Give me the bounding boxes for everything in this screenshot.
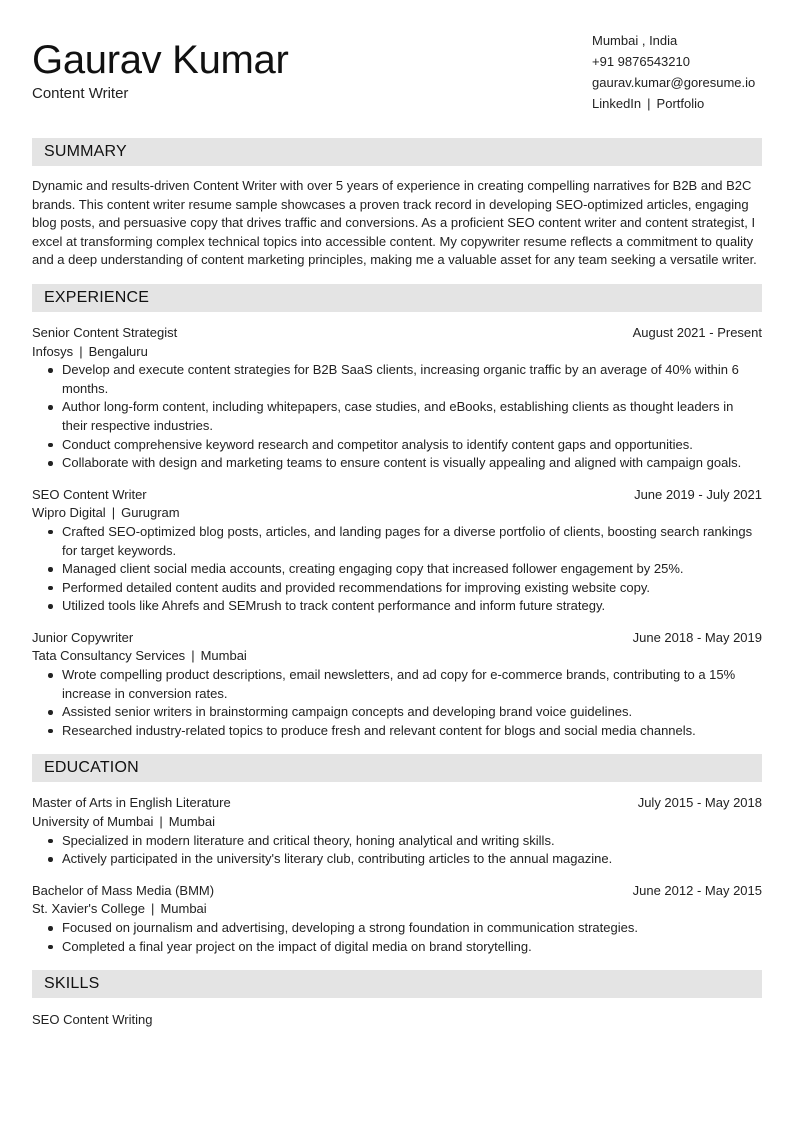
degree: Master of Arts in English Literature — [32, 795, 231, 811]
school-name: University of Mumbai — [32, 814, 154, 830]
job-dates: August 2021 - Present — [632, 324, 762, 340]
bullet-item: Specialized in modern literature and critical theory, honing analytical and writing skills. — [62, 832, 762, 851]
job-company — [32, 343, 762, 362]
candidate-name: Gaurav Kumar — [32, 38, 289, 82]
experience-entry — [32, 629, 762, 741]
school-separator: | — [159, 814, 163, 830]
school-line — [32, 813, 762, 832]
entry-header — [32, 629, 762, 648]
bullet-item: Completed a final year project on the impact of digital media on brand storytelling. — [62, 938, 762, 957]
company-name: Infosys — [32, 343, 74, 359]
experience-entry — [32, 324, 762, 473]
company-separator: | — [111, 505, 116, 521]
entry-header — [32, 882, 762, 901]
bullet-item: Assisted senior writers in brainstorming campaign concepts and developing brand voice guidelines. — [62, 703, 762, 722]
job-company — [32, 504, 762, 523]
job-company — [32, 647, 762, 666]
entry-header — [32, 486, 762, 505]
linkedin-link[interactable]: LinkedIn — [592, 96, 642, 111]
bullet-item: Researched industry-related topics to produce fresh and relevant content for blogs and social media channels. — [62, 722, 762, 741]
company-location: Bengaluru — [88, 343, 148, 359]
education-entry — [32, 794, 762, 868]
school-separator: | — [151, 901, 155, 917]
phone: +91 9876543210 — [592, 54, 690, 69]
job-bullets — [32, 523, 762, 616]
summary-text: Dynamic and results-driven Content Writer with over 5 years of experience in creating compelling narratives for B2B and B2C brands. This content writer resume sample showcases a proven track record in developing SEO-optimized articles, engaging blog posts, and persuasive copy that drives traffic and conversions. As a proficient SEO content writer and content strategist, I excel at transforming complex technical topics into accessible content. My copywriter resume reflects a commitment to quality and a deep understanding of content marketing principles, making me a valuable asset for any team seeking a versatile writer. — [32, 178, 757, 268]
location: Mumbai , India — [592, 33, 678, 48]
company-name: Tata Consultancy Services — [32, 648, 186, 664]
profile-links — [592, 93, 792, 114]
job-position: Junior Copywriter — [32, 629, 134, 645]
bullet-item: Crafted SEO-optimized blog posts, articles, and landing pages for a diverse portfolio of clients, boosting search rankings for target keywords. — [62, 523, 762, 560]
job-bullets — [32, 361, 762, 473]
entry-header — [32, 794, 762, 813]
job-dates: June 2018 - May 2019 — [632, 629, 762, 645]
bullet-item: Develop and execute content strategies for B2B SaaS clients, increasing organic traffic by an average of 40% within 6 months. — [62, 361, 762, 398]
education-bullets — [32, 832, 762, 869]
contact-info — [592, 30, 792, 114]
skills-text: SEO Content Writing — [32, 1012, 153, 1028]
email-link[interactable]: gaurav.kumar@goresume.io — [592, 75, 756, 90]
resume-page — [32, 0, 762, 1030]
experience-heading: EXPERIENCE — [32, 284, 762, 312]
degree: Bachelor of Mass Media (BMM) — [32, 882, 215, 898]
education-dates: July 2015 - May 2018 — [637, 795, 762, 811]
company-location: Mumbai — [200, 648, 247, 664]
bullet-item: Utilized tools like Ahrefs and SEMrush to track content performance and inform future strategy. — [62, 597, 762, 616]
company-location: Gurugram — [121, 505, 180, 521]
company-separator: | — [79, 343, 83, 359]
bullet-item: Conduct comprehensive keyword research and competitor analysis to identify content gaps and opportunities. — [62, 436, 762, 455]
education-dates: June 2012 - May 2015 — [632, 882, 762, 898]
candidate-role: Content Writer — [32, 85, 129, 102]
bullet-item: Collaborate with design and marketing teams to ensure content is visually appealing and aligned with campaign goals. — [62, 454, 762, 473]
company-name: Wipro Digital — [32, 505, 106, 521]
experience-list — [32, 324, 762, 740]
bullet-item: Wrote compelling product descriptions, email newsletters, and ad copy for e-commerce brands, contributing to a 15% increase in conversion rates. — [62, 666, 762, 703]
job-position: SEO Content Writer — [32, 486, 147, 502]
bullet-item: Actively participated in the university's literary club, contributing articles to the annual magazine. — [62, 850, 762, 869]
school-location: Mumbai — [168, 814, 216, 830]
experience-entry — [32, 486, 762, 616]
portfolio-link[interactable]: Portfolio — [656, 96, 705, 111]
skills-heading: SKILLS — [32, 970, 762, 998]
school-line — [32, 900, 762, 919]
education-bullets — [32, 919, 762, 956]
company-separator: | — [191, 648, 195, 664]
job-position: Senior Content Strategist — [32, 324, 178, 340]
education-heading: EDUCATION — [32, 754, 762, 782]
bullet-item: Managed client social media accounts, creating engaging copy that increased follower engagement by 25%. — [62, 560, 762, 579]
bullet-item: Focused on journalism and advertising, developing a strong foundation in communication strategies. — [62, 919, 762, 938]
job-dates: June 2019 - July 2021 — [634, 486, 762, 502]
job-bullets — [32, 666, 762, 740]
education-list — [32, 794, 762, 956]
entry-header — [32, 324, 762, 343]
summary-heading: SUMMARY — [32, 138, 762, 166]
school-location: Mumbai — [160, 901, 207, 917]
bullet-item: Author long-form content, including whitepapers, case studies, and eBooks, establishing clients as thought leaders in their respective industries. — [62, 398, 762, 435]
link-separator: | — [647, 96, 651, 111]
bullet-item: Performed detailed content audits and provided recommendations for improving existing website copy. — [62, 579, 762, 598]
education-entry — [32, 882, 762, 956]
school-name: St. Xavier's College — [32, 901, 146, 917]
resume-header — [32, 0, 762, 138]
